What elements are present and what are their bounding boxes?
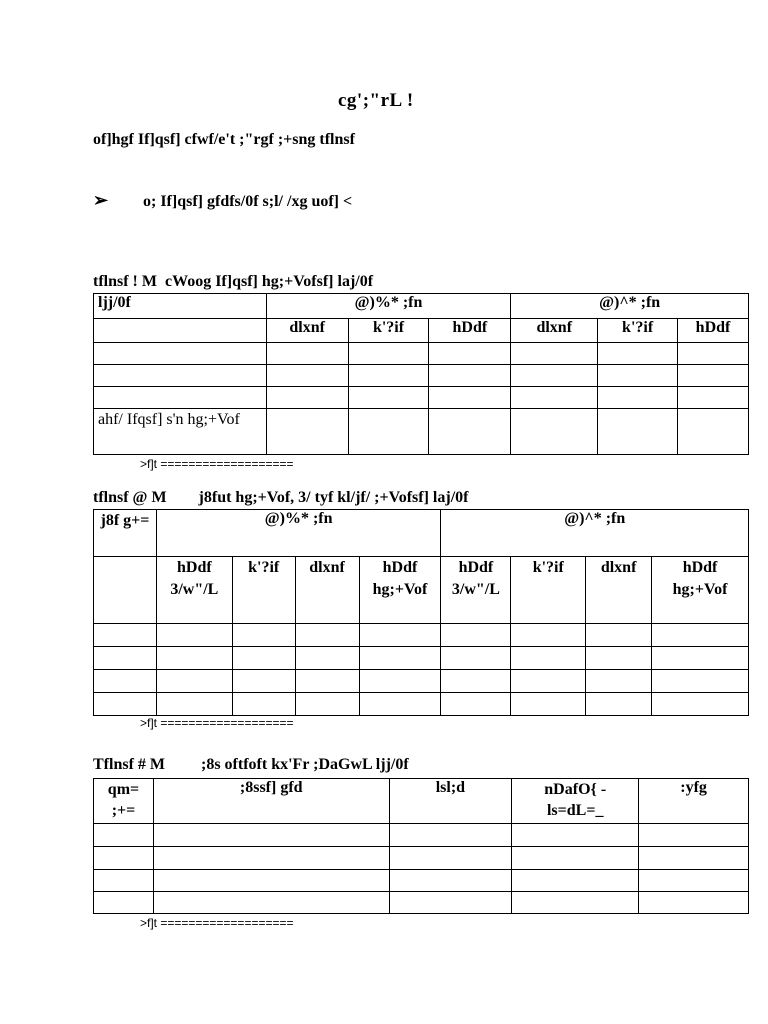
table2-caption: tflnsf @ M j8fut hg;+Vof, 3/ tyf kl/jf/ ;+Vofsf] laj/0f (93, 489, 469, 506)
table2-source: >f]t =================== (140, 716, 294, 730)
table-row (94, 365, 749, 387)
table1-subheader: dlxnf (511, 319, 598, 343)
table2-ward-header: j8f g+= (94, 510, 157, 557)
table-cell (94, 319, 267, 343)
table2-subheader: hDdf 3/w"/L (156, 557, 232, 624)
table1-source: >f]t =================== (140, 457, 294, 471)
table1-subheader: dlxnf (266, 319, 348, 343)
table3-header: :yfg (639, 779, 749, 824)
table2-subheader: hDdf hg;+Vof (359, 557, 441, 624)
page-title: cg';"rL ! (338, 90, 414, 111)
table1-total-row-label: ahf/ Ifqsf] s'n hg;+Vof (94, 409, 267, 455)
table2-subheader: hDdf 3/w"/L (441, 557, 511, 624)
table3-header: ;8ssf] gfd (153, 779, 389, 824)
section-subtitle: of]hgf If]qsf] cfwf/e't ;"rgf ;+sng tflnsf (93, 131, 355, 148)
table1-subheader: k'?if (598, 319, 678, 343)
table1-year-2068: @)^* ;fn (511, 294, 749, 319)
table-row (94, 343, 749, 365)
table-row (94, 824, 749, 847)
table2-subheader: hDdf hg;+Vof (652, 557, 749, 624)
table2-year-2058: @)%* ;fn (156, 510, 441, 557)
table-row (94, 847, 749, 870)
table1-row-label-header: ljj/0f (94, 294, 267, 319)
table-row (94, 647, 749, 670)
road-transport-table (93, 778, 749, 914)
table2-subheader: dlxnf (586, 557, 652, 624)
table2-subheader: k'?if (232, 557, 295, 624)
table-cell (94, 557, 157, 624)
table1-year-2058: @)%* ;fn (266, 294, 511, 319)
table-row (94, 892, 749, 914)
table-row (94, 693, 749, 716)
table-row (94, 870, 749, 892)
table-row (94, 387, 749, 409)
table1-subheader: hDdf (429, 319, 511, 343)
bullet-question-text: o; If]qsf] gfdfs/0f s;l/ /xg uof] < (143, 193, 353, 210)
arrow-bullet-icon: ➢ (93, 190, 109, 210)
table3-header: qm= ;+= (94, 779, 154, 824)
table1-subheader: hDdf (678, 319, 749, 343)
table3-source: >f]t =================== (140, 916, 294, 930)
table-row (94, 670, 749, 693)
bullet-question (93, 190, 352, 211)
table2-subheader: dlxnf (295, 557, 359, 624)
table3-header: lsl;d (389, 779, 512, 824)
table-row (94, 624, 749, 647)
table-row (94, 409, 749, 455)
table2-year-2068: @)^* ;fn (441, 510, 749, 557)
table1-subheader: k'?if (348, 319, 429, 343)
table3-header: nDafO{ - ls=dL=_ (512, 779, 639, 824)
table1-caption: tflnsf ! M cWoog If]qsf] hg;+Vofsf] laj/0f (93, 273, 374, 290)
population-table (93, 293, 749, 455)
ward-population-table (93, 509, 749, 716)
table3-caption: Tflnsf # M ;8s oftfoft kx'Fr ;DaGwL ljj/0f (93, 756, 409, 773)
table2-subheader: k'?if (511, 557, 586, 624)
